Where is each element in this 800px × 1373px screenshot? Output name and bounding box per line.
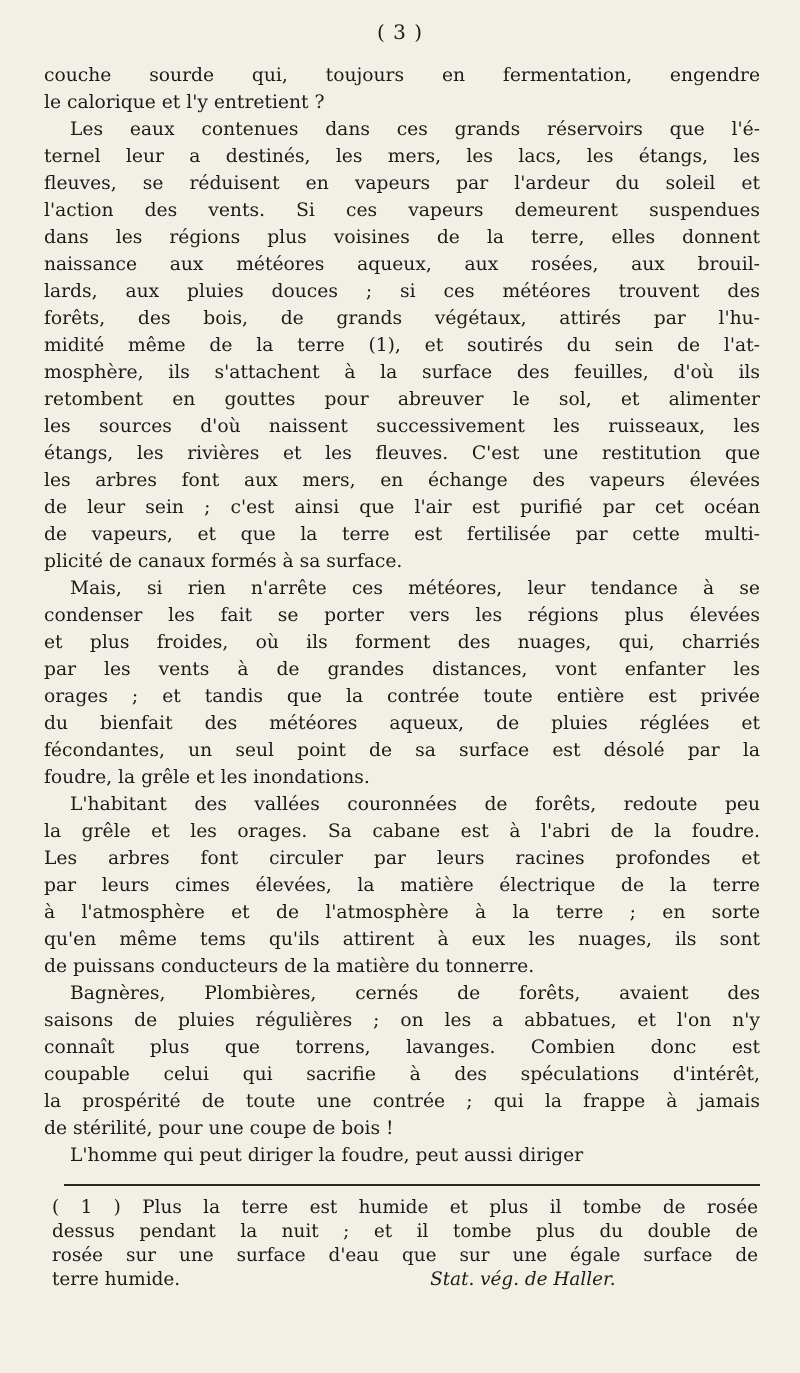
text-line: à l'atmosphère et de l'atmosphère à la terre ; en sorte: [44, 902, 760, 923]
text-line: ternel leur a destinés, les mers, les lacs, les étangs, les: [44, 146, 760, 167]
text-line: dans les régions plus voisines de la terre, elles donnent: [44, 227, 760, 248]
text-line: Les eaux contenues dans ces grands réservoirs que l'é-: [70, 119, 760, 140]
text-line: les sources d'où naissent successivement les ruisseaux, les: [44, 416, 760, 437]
text-line: coupable celui qui sacrifie à des spéculations d'intérêt,: [44, 1064, 760, 1085]
page-number: ( 3 ): [376, 20, 424, 44]
text-line: étangs, les rivières et les fleuves. C'est une restitution que: [44, 443, 760, 464]
text-line: l'action des vents. Si ces vapeurs demeurent suspendues: [44, 200, 760, 221]
footnote-line: ( 1 ) Plus la terre est humide et plus il tombe de rosée: [52, 1197, 758, 1218]
text-line: midité même de la terre (1), et soutirés du sein de l'at-: [44, 335, 760, 356]
text-line: la grêle et les orages. Sa cabane est à l'abri de la foudre.: [44, 821, 760, 842]
body-text: [44, 62, 760, 1169]
text-line: fécondantes, un seul point de sa surface est désolé par la: [44, 740, 760, 761]
text-line: par leurs cimes élevées, la matière électrique de la terre: [44, 875, 760, 896]
text-line: connaît plus que torrens, lavanges. Combien donc est: [44, 1037, 760, 1058]
text-line: par les vents à de grandes distances, vont enfanter les: [44, 659, 760, 680]
text-line: de stérilité, pour une coupe de bois !: [44, 1118, 394, 1139]
footnote: [52, 1196, 758, 1292]
text-line: qu'en même tems qu'ils attirent à eux les nuages, ils sont: [44, 929, 760, 950]
footnote-last-line: [52, 1268, 758, 1292]
text-line: forêts, des bois, de grands végétaux, attirés par l'hu-: [44, 308, 760, 329]
text-line: plicité de canaux formés à sa surface.: [44, 551, 403, 572]
text-line: L'homme qui peut diriger la foudre, peut aussi diriger: [70, 1145, 584, 1166]
footnote-line: dessus pendant la nuit ; et il tombe plus du double de: [52, 1221, 758, 1242]
text-line: retombent en gouttes pour abreuver le sol, et alimenter: [44, 389, 760, 410]
text-line: de leur sein ; c'est ainsi que l'air est purifié par cet océan: [44, 497, 760, 518]
footnote-reference: Stat. vég. de Haller.: [430, 1269, 616, 1290]
text-line: condenser les fait se porter vers les régions plus élevées: [44, 605, 760, 626]
text-line: lards, aux pluies douces ; si ces météores trouvent des: [44, 281, 760, 302]
text-line: fleuves, se réduisent en vapeurs par l'ardeur du soleil et: [44, 173, 760, 194]
text-line: du bienfait des météores aqueux, de pluies réglées et: [44, 713, 760, 734]
text-line: Les arbres font circuler par leurs racines profondes et: [44, 848, 760, 869]
footnote-last-text: terre humide.: [52, 1269, 181, 1290]
text-line: mosphère, ils s'attachent à la surface des feuilles, d'où ils: [44, 362, 760, 383]
text-line: naissance aux météores aqueux, aux rosées, aux brouil-: [44, 254, 760, 275]
text-line: couche sourde qui, toujours en fermentation, engendre: [44, 65, 760, 86]
footnote-divider: [64, 1184, 760, 1186]
text-line: orages ; et tandis que la contrée toute entière est privée: [44, 686, 760, 707]
text-line: le calorique et l'y entretient ?: [44, 92, 325, 113]
footnote-line: rosée sur une surface d'eau que sur une égale surface de: [52, 1245, 758, 1266]
text-line: L'habitant des vallées couronnées de forêts, redoute peu: [70, 794, 760, 815]
text-line: saisons de pluies régulières ; on les a abbatues, et l'on n'y: [44, 1010, 760, 1031]
text-line: de puissans conducteurs de la matière du tonnerre.: [44, 956, 535, 977]
text-line: foudre, la grêle et les inondations.: [44, 767, 370, 788]
text-line: la prospérité de toute une contrée ; qui la frappe à jamais: [44, 1091, 760, 1112]
text-line: Mais, si rien n'arrête ces météores, leur tendance à se: [70, 578, 760, 599]
text-line: et plus froides, où ils forment des nuages, qui, charriés: [44, 632, 760, 653]
text-line: les arbres font aux mers, en échange des vapeurs élevées: [44, 470, 760, 491]
text-line: de vapeurs, et que la terre est fertilisée par cette multi-: [44, 524, 760, 545]
text-line: Bagnères, Plombières, cernés de forêts, avaient des: [70, 983, 760, 1004]
